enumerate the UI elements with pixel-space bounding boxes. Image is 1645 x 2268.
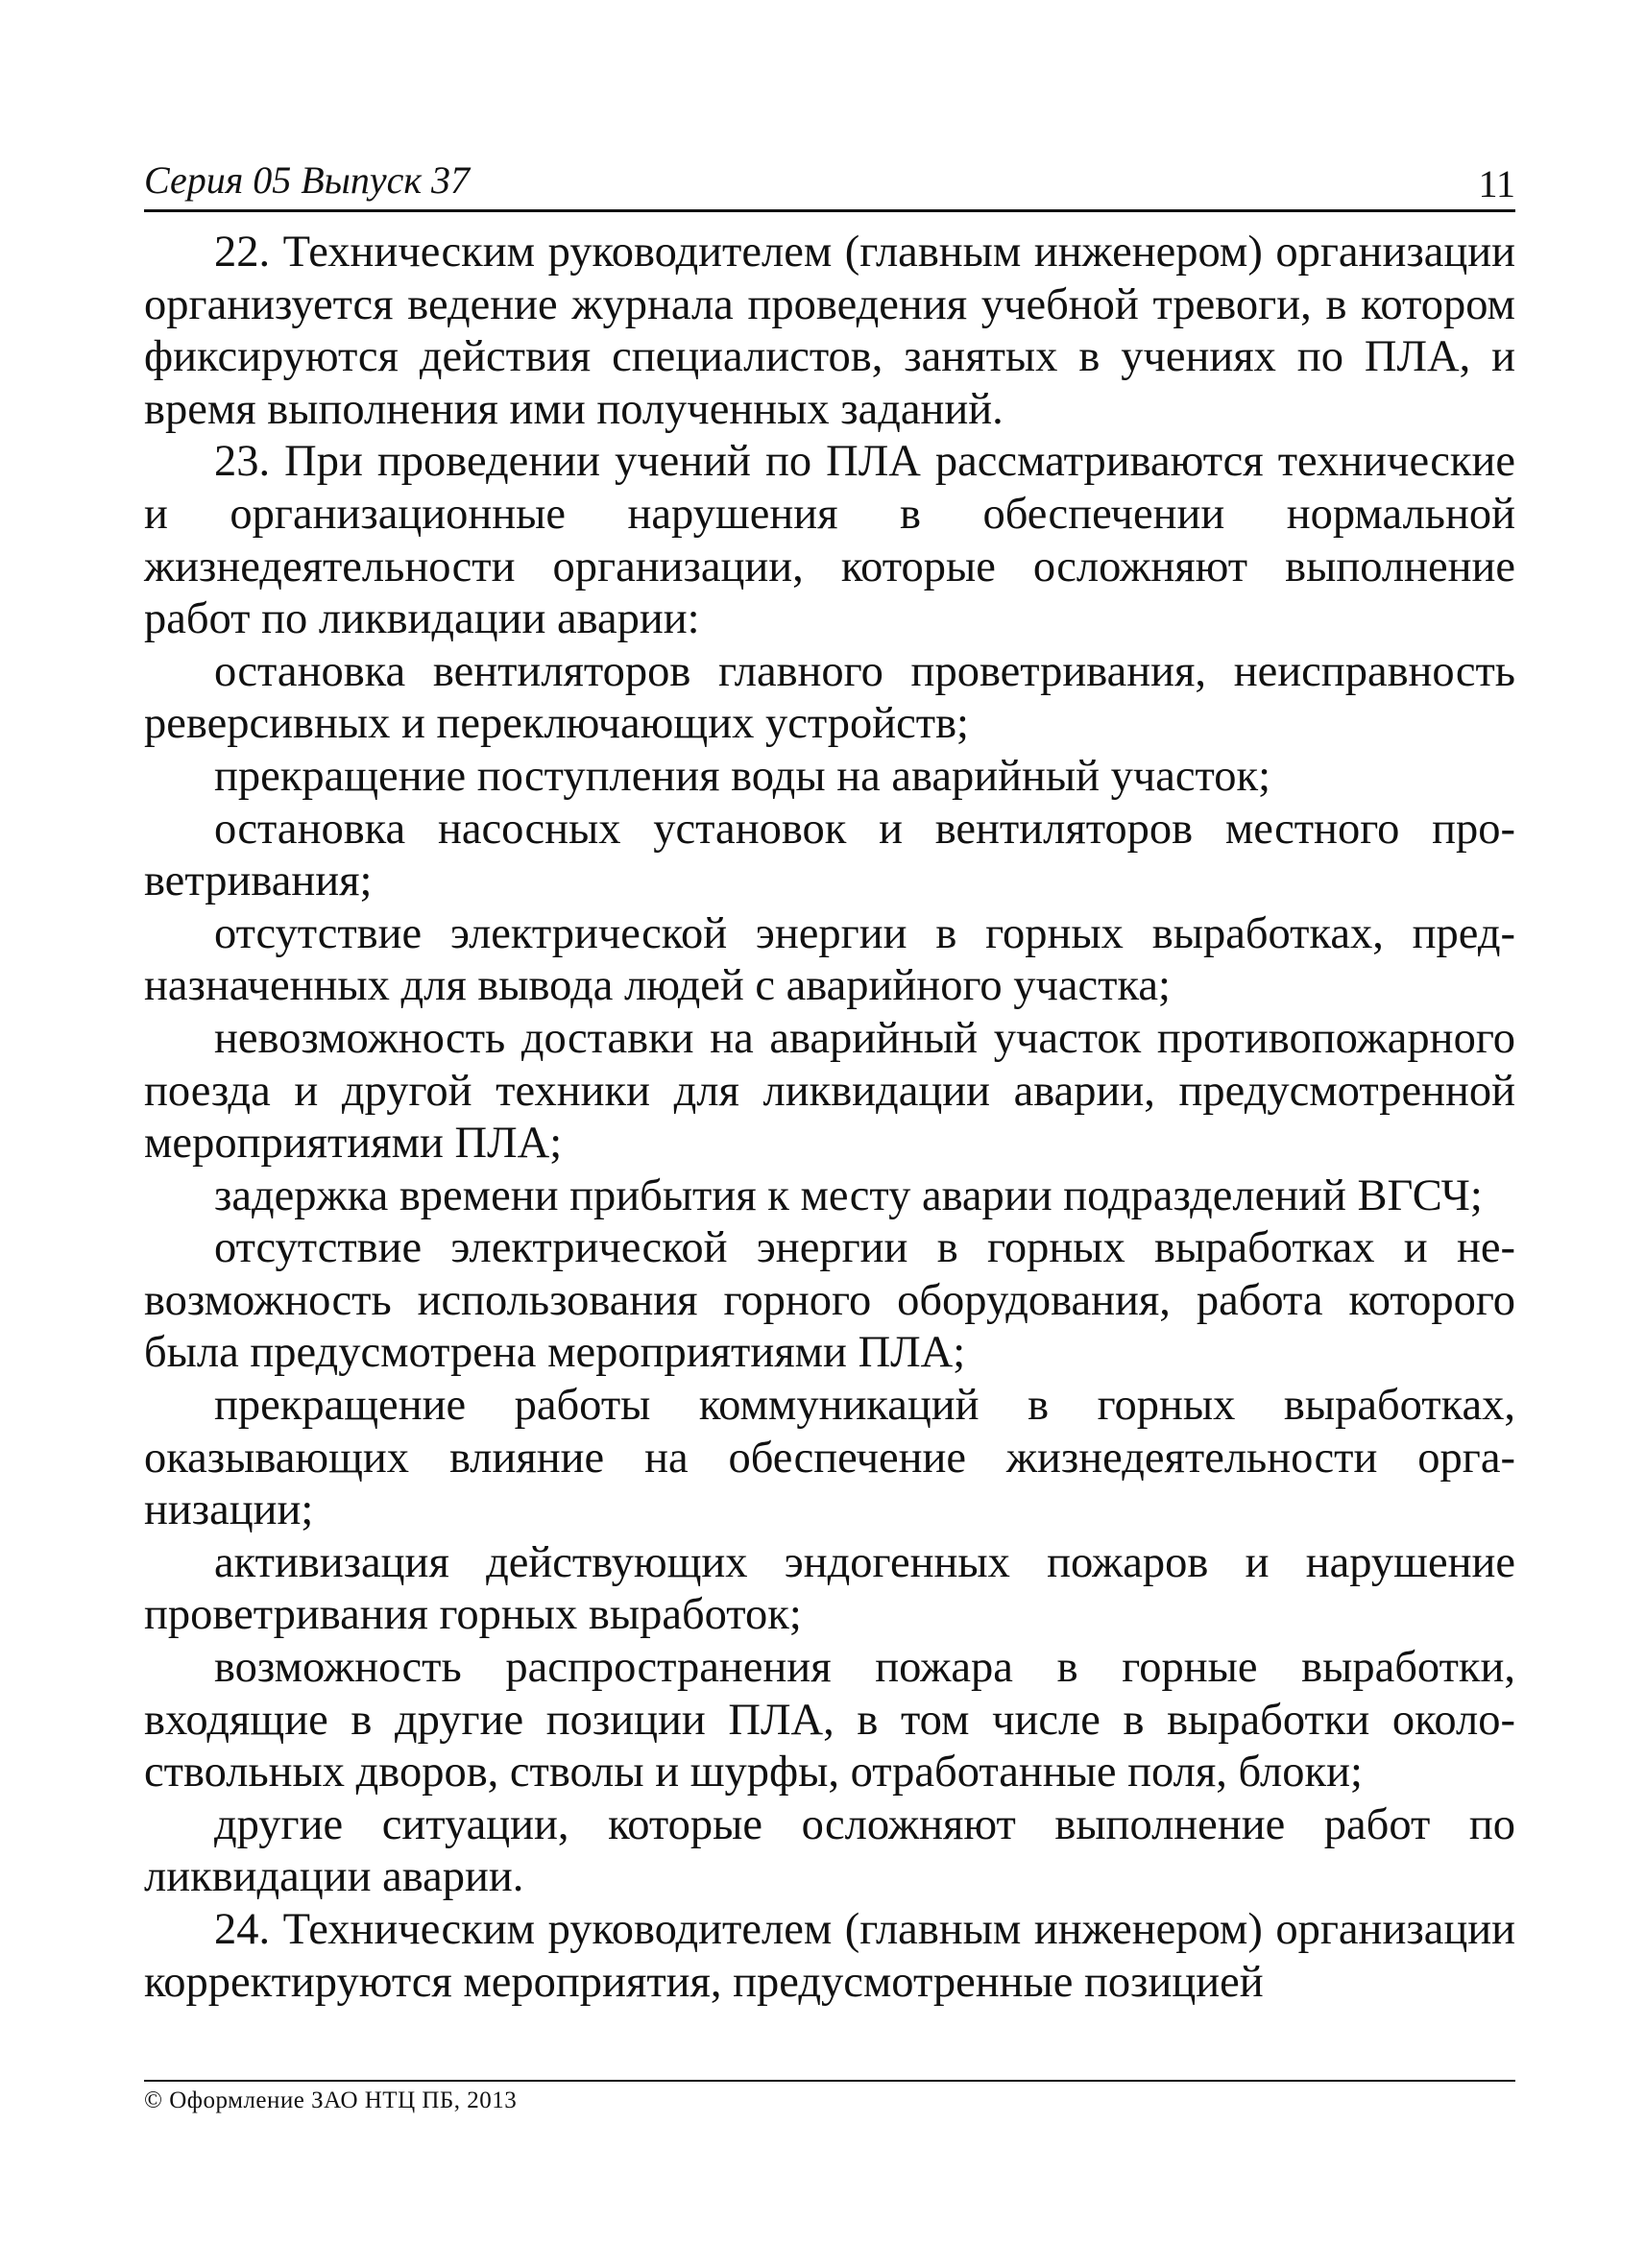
- list-item-fire-spread: возможность распространения пожара в горные выработки, входящие в другие позиции ПЛА, в том числе в выработки околоствольных дворов, стволы и шурфы, отработанные поля, блоки;: [144, 1643, 1515, 1798]
- copyright-notice: © Оформление ЗАО НТЦ ПБ, 2013: [144, 2087, 518, 2113]
- list-item-power-loss-equipment: отсутствие электрической энергии в горных выработках и невозможность использования горного оборудования, работа которого была предусмотрена мероприятиями ПЛА;: [144, 1223, 1515, 1378]
- paragraph-22: 22. Техническим руководителем (главным инженером) организации организуется ведение журнала проведения учебной тревоги, в котором фиксируются действия специалистов, занятых в учениях по ПЛА, и время выполнения ими полученных заданий.: [144, 228, 1515, 434]
- paragraph-24: 24. Техническим руководителем (главным инженером) организации корректируются мероприятия, предусмотренные позицией: [144, 1905, 1515, 2007]
- paragraph-23: 23. При проведении учений по ПЛА рассматриваются технические и организационные нарушения в обеспечении нормальной жизнедеятельности организации, которые осложняют выполнение работ по ликвидации аварии:: [144, 437, 1515, 644]
- body-text: [144, 227, 1515, 2009]
- series-title: Серия 05 Выпуск 37: [144, 158, 471, 202]
- list-item-endogenous-fires: активизация действующих эндогенных пожаров и нарушение проветривания горных выработок;: [144, 1537, 1515, 1640]
- list-item-delivery-impossible: невозможность доставки на аварийный участок противопожарного поезда и другой техники для ликвидации аварии, предусмотренной мероприятиями ПЛА;: [144, 1013, 1515, 1169]
- page-number: 11: [1478, 162, 1515, 205]
- list-item-other-situations: другие ситуации, которые осложняют выполнение работ по ликвидации аварии.: [144, 1799, 1515, 1902]
- list-item-rescue-delay: задержка времени прибытия к месту аварии подразделений ВГСЧ;: [214, 1170, 1483, 1220]
- page-footer: [144, 2080, 1515, 2116]
- list-item-pump-stop: остановка насосных установок и вентиляторов местного проветривания;: [144, 804, 1515, 906]
- list-item-power-loss-evacuation: отсутствие электрической энергии в горных выработках, предназначенных для вывода людей с аварийного участка;: [144, 908, 1515, 1011]
- list-item-water-supply: прекращение поступления воды на аварийный участок;: [214, 751, 1271, 801]
- list-item-communications-stop: прекращение работы коммуникаций в горных выработках, оказывающих влияние на обеспечение жизнедеятельности организации;: [144, 1381, 1515, 1535]
- list-item-fan-stop: остановка вентиляторов главного проветривания, неисправность реверсивных и переключающих устройств;: [144, 646, 1515, 749]
- page-header: [144, 152, 1515, 212]
